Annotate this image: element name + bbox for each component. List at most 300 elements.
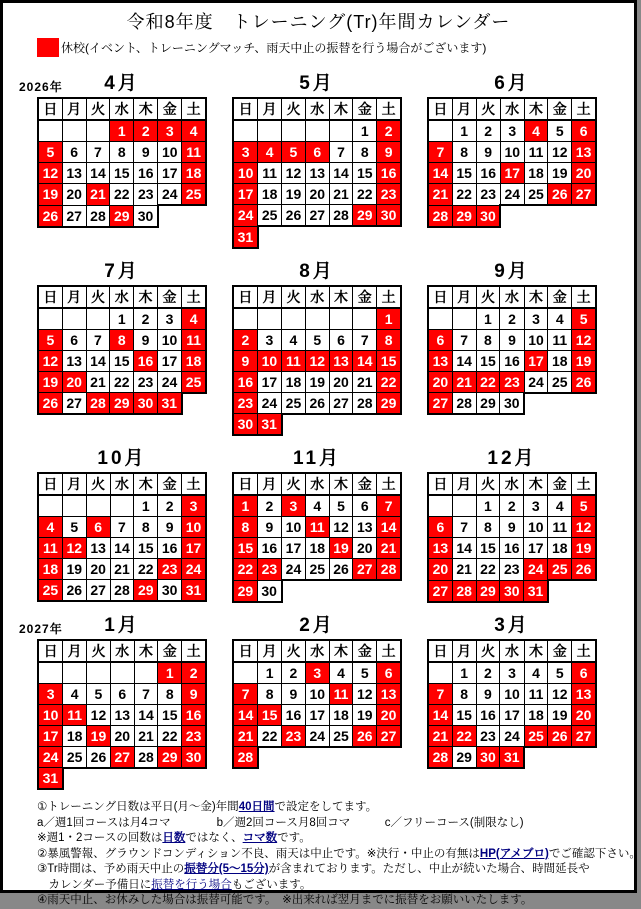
day-cell: 27 [62, 393, 86, 415]
day-cell: 28 [428, 747, 452, 769]
day-cell: 29 [233, 580, 257, 602]
day-cell: 27 [428, 580, 452, 602]
weekday-header: 月 [62, 286, 86, 308]
day-cell: 7 [428, 142, 452, 163]
day-cell: 26 [87, 746, 111, 768]
day-cell: 23 [257, 559, 281, 581]
month-title: 9月 [494, 260, 530, 282]
weekday-header: 金 [548, 473, 572, 495]
empty-cell [329, 580, 353, 602]
blank-cell [38, 495, 62, 517]
day-cell: 9 [476, 142, 500, 163]
weekday-header: 日 [233, 640, 258, 662]
weekday-header: 金 [353, 473, 377, 495]
day-cell: 5 [548, 662, 572, 684]
empty-cell [572, 205, 596, 227]
day-cell: 2 [282, 662, 306, 684]
day-cell: 16 [158, 538, 182, 559]
day-cell: 19 [572, 350, 596, 371]
day-cell: 22 [134, 559, 158, 580]
day-cell: 31 [500, 747, 524, 769]
empty-cell [524, 393, 548, 415]
day-cell: 4 [524, 662, 548, 684]
weekday-header: 月 [452, 640, 476, 662]
day-cell: 13 [572, 142, 596, 163]
weekday-header: 月 [62, 473, 86, 495]
day-cell: 21 [428, 725, 452, 747]
year-label: 2026年 [19, 80, 63, 94]
empty-cell [572, 393, 596, 415]
weekday-header: 月 [63, 640, 87, 662]
day-cell: 3 [524, 495, 548, 517]
note-emphasis: 振替を行う場合 [151, 878, 232, 891]
day-cell: 8 [476, 329, 500, 350]
day-cell: 31 [257, 414, 281, 436]
blank-cell [63, 662, 87, 684]
day-cell: 28 [377, 559, 401, 581]
weekday-header: 土 [377, 286, 401, 308]
day-cell: 24 [524, 559, 548, 581]
empty-cell [305, 414, 329, 436]
day-cell: 12 [572, 517, 596, 538]
day-cell: 13 [572, 683, 596, 704]
calendar-table [232, 472, 402, 603]
day-cell: 11 [305, 517, 329, 538]
month-title: 7月 [104, 260, 140, 282]
weekday-header: 水 [110, 473, 134, 495]
day-cell: 23 [233, 392, 257, 414]
day-cell: 8 [233, 517, 257, 538]
day-cell: 28 [452, 580, 476, 602]
day-cell: 17 [500, 704, 524, 725]
empty-cell [548, 205, 572, 227]
day-cell: 22 [233, 559, 257, 581]
day-cell: 19 [87, 725, 111, 746]
day-cell: 26 [548, 725, 572, 747]
day-cell: 20 [329, 371, 353, 392]
weekday-header: 金 [157, 286, 181, 308]
weekday-header: 月 [452, 473, 476, 495]
day-cell: 22 [452, 725, 476, 747]
day-cell: 3 [158, 120, 182, 142]
day-cell: 5 [38, 142, 62, 163]
day-cell: 31 [524, 580, 548, 602]
day-cell: 27 [428, 393, 452, 415]
note-line [37, 816, 634, 832]
day-cell: 12 [329, 517, 353, 538]
blank-cell [353, 308, 377, 330]
weekday-header: 火 [476, 98, 500, 120]
day-cell: 15 [258, 704, 282, 725]
day-cell: 13 [329, 350, 353, 371]
day-cell: 16 [282, 704, 306, 725]
day-cell: 12 [38, 163, 62, 184]
day-cell: 8 [452, 683, 476, 704]
day-cell: 13 [353, 517, 377, 538]
day-cell: 4 [524, 120, 548, 142]
weekday-header: 土 [377, 640, 401, 662]
month-10月 [37, 448, 207, 602]
day-cell: 14 [110, 538, 134, 559]
day-cell: 8 [110, 142, 134, 163]
day-cell: 22 [158, 725, 182, 746]
day-cell: 1 [476, 308, 500, 330]
day-cell: 28 [86, 393, 110, 415]
day-cell: 17 [524, 350, 548, 371]
weekday-header: 金 [548, 640, 572, 662]
day-cell: 20 [428, 371, 452, 393]
day-cell: 1 [134, 495, 158, 517]
blank-cell [110, 662, 134, 684]
day-cell: 5 [572, 308, 596, 330]
day-cell: 19 [548, 163, 572, 184]
day-cell: 25 [258, 205, 282, 227]
day-cell: 8 [134, 517, 158, 538]
empty-cell [282, 580, 306, 602]
day-cell: 9 [134, 142, 158, 163]
weekday-header: 火 [282, 286, 306, 308]
blank-cell [233, 662, 258, 684]
day-cell: 21 [134, 725, 158, 746]
day-cell: 26 [38, 205, 62, 227]
footnotes [37, 800, 641, 909]
day-cell: 16 [476, 704, 500, 725]
day-cell: 19 [38, 371, 62, 393]
calendar-table [427, 285, 597, 416]
blank-cell [428, 120, 452, 142]
weekday-header: 日 [428, 473, 452, 495]
weekday-header: 土 [572, 98, 596, 120]
day-cell: 17 [257, 371, 281, 392]
weekday-header: 火 [476, 640, 500, 662]
day-cell: 18 [258, 184, 282, 205]
empty-cell [282, 226, 306, 248]
day-cell: 24 [500, 725, 524, 747]
day-cell: 11 [38, 538, 62, 559]
day-cell: 30 [500, 393, 524, 415]
day-cell: 11 [548, 517, 572, 538]
month-title: 6月 [494, 73, 530, 94]
day-cell: 27 [110, 746, 134, 768]
weekday-header: 火 [282, 473, 306, 495]
weekday-header: 木 [134, 98, 158, 120]
note-text: です。 [277, 832, 311, 844]
note-line [37, 800, 634, 816]
day-cell: 15 [110, 163, 134, 184]
day-cell: 10 [305, 683, 329, 704]
day-cell: 12 [305, 350, 329, 371]
weekday-header: 木 [329, 98, 353, 120]
month-title: 1月 [104, 614, 140, 636]
day-cell: 1 [452, 662, 476, 684]
weekday-header: 日 [38, 640, 63, 662]
day-cell: 2 [500, 308, 524, 330]
weekday-header: 日 [38, 98, 62, 120]
empty-cell [500, 205, 524, 227]
day-cell: 7 [86, 142, 110, 163]
blank-cell [233, 308, 257, 330]
empty-cell [572, 747, 596, 769]
day-cell: 21 [233, 725, 258, 747]
day-cell: 17 [38, 725, 63, 746]
day-cell: 30 [257, 580, 281, 602]
blank-cell [86, 308, 110, 330]
blank-cell [86, 120, 110, 142]
day-cell: 9 [233, 350, 257, 371]
day-cell: 18 [548, 350, 572, 371]
weekday-header: 月 [258, 640, 282, 662]
day-cell: 10 [233, 163, 258, 184]
day-cell: 22 [452, 184, 476, 206]
month-title: 3月 [494, 614, 530, 636]
day-cell: 20 [572, 163, 596, 184]
day-cell: 17 [158, 163, 182, 184]
weekday-header: 水 [305, 286, 329, 308]
day-cell: 25 [524, 725, 548, 747]
month-title: 2月 [299, 614, 335, 636]
day-cell: 25 [524, 184, 548, 206]
day-cell: 4 [63, 683, 87, 704]
weekday-header: 土 [377, 98, 401, 120]
blank-cell [258, 120, 282, 142]
weekday-header: 水 [110, 98, 134, 120]
day-cell: 2 [134, 120, 158, 142]
empty-cell [258, 747, 282, 769]
day-cell: 5 [329, 495, 353, 517]
day-cell: 11 [182, 142, 206, 163]
day-cell: 29 [158, 746, 182, 768]
day-cell: 23 [476, 725, 500, 747]
day-cell: 18 [63, 725, 87, 746]
day-cell: 30 [500, 580, 524, 602]
empty-cell [377, 414, 401, 436]
day-cell: 15 [377, 350, 401, 371]
day-cell: 7 [452, 329, 476, 350]
weekday-header: 金 [353, 286, 377, 308]
day-cell: 12 [572, 329, 596, 350]
day-cell: 3 [305, 662, 329, 684]
note-line [37, 862, 634, 878]
day-cell: 20 [377, 704, 401, 725]
note-line [37, 878, 634, 894]
weekday-header: 火 [476, 286, 500, 308]
legend-label: 休校(イベント、トレーニングマッチ、雨天中止の振替を行う場合がございます) [61, 40, 487, 55]
calendar-table [37, 472, 207, 602]
day-cell: 6 [353, 495, 377, 517]
day-cell: 22 [353, 184, 377, 205]
empty-cell [524, 205, 548, 227]
day-cell: 28 [452, 393, 476, 415]
day-cell: 14 [86, 350, 110, 371]
weekday-header: 木 [329, 286, 353, 308]
day-cell: 12 [38, 350, 62, 371]
day-cell: 31 [233, 226, 258, 248]
day-cell: 8 [452, 142, 476, 163]
day-cell: 30 [134, 393, 158, 415]
weekday-header: 土 [377, 473, 401, 495]
day-cell: 2 [377, 120, 401, 142]
day-cell: 29 [110, 205, 134, 227]
day-cell: 6 [62, 142, 86, 163]
day-cell: 17 [157, 350, 181, 371]
month-title: 4月 [104, 73, 140, 94]
day-cell: 14 [134, 704, 158, 725]
day-cell: 27 [572, 725, 596, 747]
weekday-header: 金 [353, 640, 377, 662]
empty-cell [158, 205, 182, 227]
day-cell: 1 [110, 120, 134, 142]
day-cell: 20 [428, 559, 452, 581]
blank-cell [282, 120, 306, 142]
day-cell: 30 [233, 414, 257, 436]
weekday-header: 土 [182, 286, 206, 308]
empty-cell [572, 580, 596, 602]
month-11月 [232, 448, 402, 603]
weekday-header: 水 [305, 473, 329, 495]
blank-cell [86, 495, 110, 517]
note-line [37, 831, 634, 847]
day-cell: 18 [329, 704, 353, 725]
day-cell: 27 [86, 580, 110, 602]
empty-cell [548, 580, 572, 602]
day-cell: 17 [282, 538, 306, 559]
day-cell: 23 [134, 371, 158, 393]
day-cell: 23 [282, 725, 306, 747]
empty-cell [377, 580, 401, 602]
day-cell: 11 [524, 683, 548, 704]
day-cell: 16 [500, 538, 524, 559]
day-cell: 3 [38, 683, 63, 704]
day-cell: 16 [377, 163, 401, 184]
day-cell: 29 [476, 393, 500, 415]
day-cell: 26 [282, 205, 306, 227]
weekday-header: 日 [233, 98, 258, 120]
day-cell: 2 [257, 495, 281, 517]
blank-cell [38, 120, 62, 142]
weekday-header: 土 [572, 640, 596, 662]
day-cell: 16 [500, 350, 524, 371]
day-cell: 25 [548, 371, 572, 393]
empty-cell [110, 768, 134, 790]
day-cell: 4 [182, 120, 206, 142]
day-cell: 17 [524, 538, 548, 559]
weekday-header: 木 [329, 640, 353, 662]
day-cell: 24 [158, 184, 182, 206]
day-cell: 13 [377, 683, 401, 704]
day-cell: 29 [452, 747, 476, 769]
day-cell: 13 [86, 538, 110, 559]
day-cell: 17 [500, 163, 524, 184]
calendar-table [427, 97, 597, 228]
day-cell: 16 [134, 163, 158, 184]
day-cell: 20 [110, 725, 134, 746]
day-cell: 3 [233, 142, 258, 163]
day-cell: 6 [428, 517, 452, 538]
note-text: で設定をしてます。 [274, 801, 378, 813]
day-cell: 11 [329, 683, 353, 704]
weekday-header: 火 [282, 640, 306, 662]
day-cell: 10 [282, 517, 306, 538]
day-cell: 23 [500, 371, 524, 393]
empty-cell [87, 768, 111, 790]
day-cell: 6 [62, 329, 86, 350]
day-cell: 9 [158, 517, 182, 538]
blank-cell [305, 120, 329, 142]
day-cell: 22 [476, 559, 500, 581]
day-cell: 29 [377, 392, 401, 414]
day-cell: 23 [134, 184, 158, 206]
day-cell: 18 [182, 350, 206, 371]
blank-cell [110, 495, 134, 517]
blank-cell [428, 662, 452, 684]
day-cell: 2 [158, 495, 182, 517]
month-7月 [37, 261, 207, 416]
day-cell: 28 [428, 205, 452, 227]
weekday-header: 火 [86, 98, 110, 120]
day-cell: 27 [305, 205, 329, 227]
day-cell: 4 [282, 329, 306, 350]
day-cell: 8 [158, 683, 182, 704]
weekday-header: 水 [305, 640, 329, 662]
day-cell: 17 [305, 704, 329, 725]
day-cell: 5 [572, 495, 596, 517]
day-cell: 21 [329, 184, 353, 205]
note-text: ①トレーニング日数は平日(月～金)年間 [37, 801, 239, 813]
month-9月 [427, 261, 597, 416]
day-cell: 9 [377, 142, 401, 163]
day-cell: 14 [452, 350, 476, 371]
weekday-header: 日 [38, 286, 62, 308]
day-cell: 19 [572, 538, 596, 559]
weekday-header: 日 [428, 286, 452, 308]
day-cell: 7 [134, 683, 158, 704]
calendar-table [427, 639, 597, 770]
legend [37, 37, 634, 57]
weekday-header: 水 [500, 640, 524, 662]
day-cell: 15 [476, 350, 500, 371]
day-cell: 7 [428, 683, 452, 704]
day-cell: 10 [182, 517, 206, 538]
weekday-header: 月 [258, 98, 282, 120]
day-cell: 3 [500, 120, 524, 142]
day-cell: 7 [377, 495, 401, 517]
day-cell: 13 [428, 538, 452, 559]
blank-cell [134, 662, 158, 684]
day-cell: 1 [258, 662, 282, 684]
day-cell: 11 [282, 350, 306, 371]
day-cell: 20 [305, 184, 329, 205]
empty-cell [548, 747, 572, 769]
day-cell: 4 [548, 495, 572, 517]
blank-cell [38, 308, 62, 330]
weekday-header: 日 [428, 640, 452, 662]
day-cell: 14 [86, 163, 110, 184]
day-cell: 9 [134, 329, 158, 350]
day-cell: 12 [548, 683, 572, 704]
weekday-header: 土 [572, 473, 596, 495]
day-cell: 13 [110, 704, 134, 725]
day-cell: 24 [182, 559, 206, 580]
day-cell: 3 [282, 495, 306, 517]
day-cell: 29 [110, 393, 134, 415]
day-cell: 5 [282, 142, 306, 163]
weekday-header: 木 [524, 98, 548, 120]
day-cell: 21 [86, 371, 110, 393]
day-cell: 5 [548, 120, 572, 142]
day-cell: 10 [157, 329, 181, 350]
day-cell: 24 [257, 392, 281, 414]
day-cell: 29 [476, 580, 500, 602]
